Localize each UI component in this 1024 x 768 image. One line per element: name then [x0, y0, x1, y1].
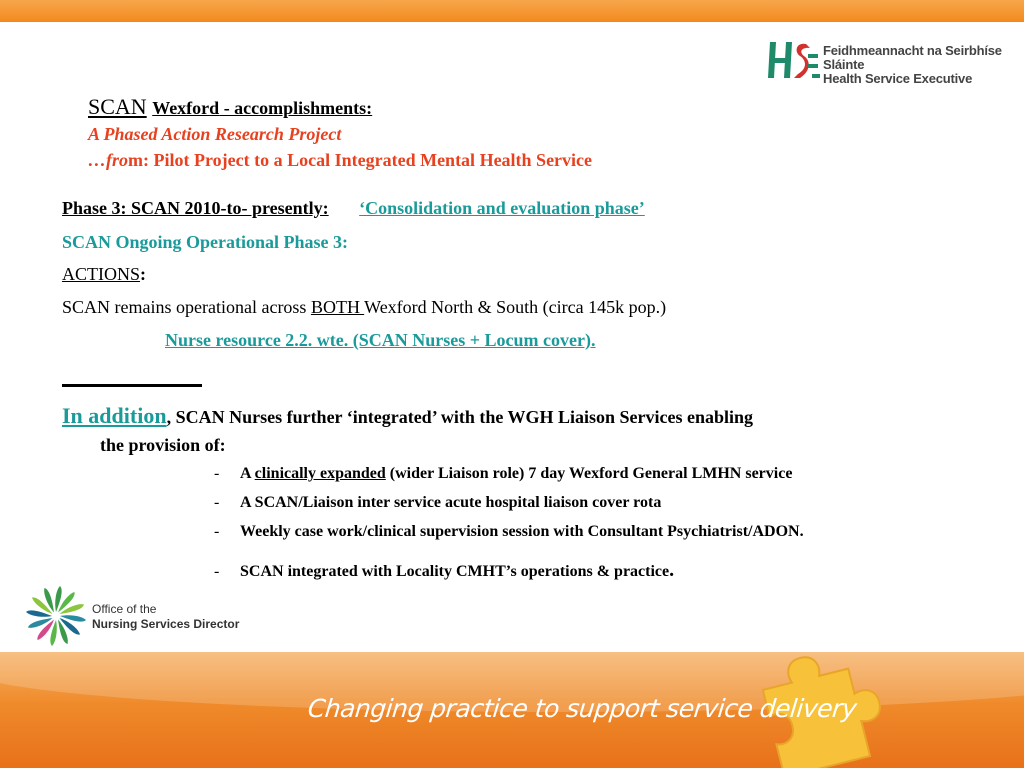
- phase-row: [62, 198, 645, 219]
- title-line: [88, 94, 592, 121]
- list-item: - A SCAN/Liaison inter service acute hospital liaison cover rota: [214, 494, 662, 511]
- starburst-icon: [24, 584, 88, 648]
- title-from: [88, 147, 592, 173]
- nurse-resource: Nurse resource 2.2. wte. (SCAN Nurses + Locum cover).: [165, 330, 596, 350]
- phase-label: Phase 3: SCAN 2010-to- presently:: [62, 198, 329, 218]
- hse-logo: [766, 38, 1006, 84]
- title-from-prefix: …fro: [88, 150, 128, 170]
- top-orange-bar: [0, 0, 1024, 22]
- onsd-line1: Office of the: [92, 602, 157, 616]
- phase-name: ‘Consolidation and evaluation phase’: [359, 198, 645, 218]
- provision-text: the provision of:: [100, 435, 226, 455]
- operational-post: Wexford North & South (circa 145k pop.): [364, 297, 667, 317]
- title-accomplishments: - accomplishments:: [219, 98, 373, 118]
- in-addition-text: , SCAN Nurses further ‘integrated’ with the WGH Liaison Services enabling: [166, 407, 754, 427]
- hse-name: [823, 44, 1006, 86]
- list-item: - A clinically expanded (wider Liaison role) 7 day Wexford General LMHN service: [214, 465, 793, 482]
- list-item: - Weekly case work/clinical supervision session with Consultant Psychiatrist/ADON.: [214, 523, 804, 540]
- operational-line: [62, 297, 666, 318]
- onsd-line2: Nursing Services Director: [92, 617, 240, 631]
- title-from-rest: m: Pilot Project to a Local Integrated Mental Health Service: [128, 150, 593, 170]
- footer-tagline: Changing practice to support service delivery: [306, 694, 858, 723]
- hse-mark-icon: [766, 38, 820, 82]
- actions-colon: :: [140, 264, 147, 284]
- in-addition-label: In addition: [62, 403, 167, 428]
- hse-name-english: Health Service Executive: [823, 71, 973, 86]
- title-scan: SCAN: [88, 94, 147, 119]
- ongoing-heading: SCAN Ongoing Operational Phase 3:: [62, 232, 349, 252]
- hse-name-irish: Feidhmeannacht na Seirbhíse Sláinte: [823, 43, 1002, 72]
- actions-label: ACTIONS: [62, 264, 141, 284]
- onsd-logo: [24, 584, 244, 654]
- title-subtitle: A Phased Action Research Project: [88, 124, 342, 144]
- list-item: - SCAN integrated with Locality CMHT’s operations & practice.: [214, 559, 675, 581]
- operational-pre: SCAN remains operational across: [62, 297, 311, 317]
- title-wexford: Wexford: [152, 98, 220, 118]
- in-addition-paragraph: [62, 402, 962, 459]
- divider-line: [62, 384, 202, 387]
- actions-heading: [62, 264, 146, 285]
- onsd-name: [92, 602, 239, 632]
- slide-title: [88, 94, 592, 173]
- operational-both: BOTH: [310, 297, 365, 317]
